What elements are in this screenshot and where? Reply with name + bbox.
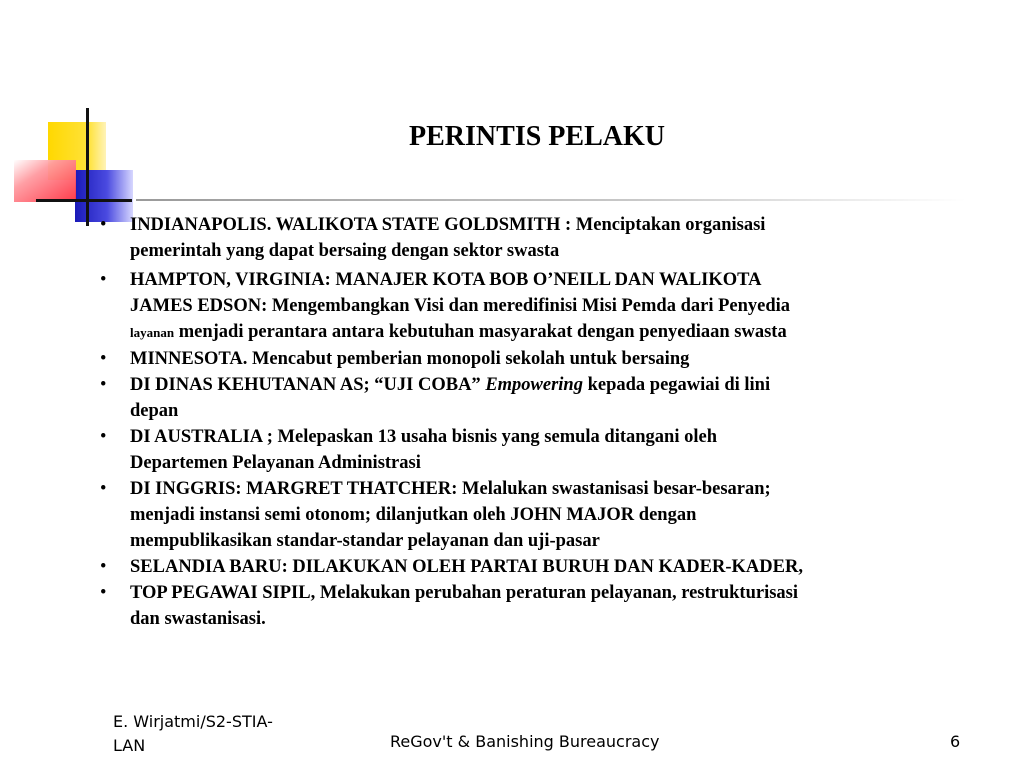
bullet-text: dan swastanisasi.	[130, 609, 266, 629]
bullet-text: depan	[130, 401, 179, 421]
bullet-text: Departemen Pelayanan Administrasi	[130, 453, 421, 473]
list-item	[98, 372, 978, 424]
bullet-text: SELANDIA BARU: DILAKUKAN OLEH PARTAI BURUH DAN KADER-KADER,	[130, 557, 803, 577]
bullet-text: INDIANAPOLIS. WALIKOTA STATE GOLDSMITH : Menciptakan organisasi	[130, 215, 766, 235]
bullet-text: JAMES EDSON: Mengembangkan Visi dan meredifinisi Misi Pemda dari Penyedia	[130, 296, 791, 316]
bullet-icon: •	[100, 427, 107, 447]
bullet-text: MINNESOTA. Mencabut pemberian monopoli sekolah untuk bersaing	[130, 349, 690, 369]
bullet-text: DI AUSTRALIA ; Melepaskan 13 usaha bisnis yang semula ditangani oleh	[130, 427, 718, 447]
bullet-text: menjadi instansi semi otonom; dilanjutkan oleh JOHN MAJOR dengan	[130, 505, 697, 525]
page-number: 6	[950, 732, 961, 751]
bullet-text: DI DINAS KEHUTANAN AS; “UJI COBA”	[130, 375, 486, 395]
list-item	[98, 580, 978, 632]
bullet-text: kepada pegawiai di lini	[582, 375, 771, 395]
red-square-shape	[14, 160, 76, 202]
bullet-icon: •	[100, 583, 107, 603]
footer-author	[113, 710, 313, 758]
bullet-icon: •	[100, 270, 107, 290]
footer-author-line: LAN	[113, 736, 146, 755]
bullet-text: HAMPTON, VIRGINIA: MANAJER KOTA BOB O’NEILL DAN WALIKOTA	[130, 270, 762, 290]
list-item	[98, 346, 978, 372]
bullet-icon: •	[100, 557, 107, 577]
bullet-list	[98, 212, 978, 632]
slide-title: PERINTIS PELAKU	[409, 121, 665, 152]
bullet-text-small: layanan	[130, 325, 175, 340]
decorative-logo-icon	[0, 0, 160, 240]
bullet-icon: •	[100, 375, 107, 395]
bullet-text: menjadi perantara antara kebutuhan masyarakat dengan penyediaan swasta	[174, 322, 787, 342]
footer-author-line: E. Wirjatmi/S2-STIA-	[113, 712, 273, 731]
footer-title: ReGov't & Banishing Bureaucracy	[390, 732, 660, 751]
list-item	[98, 476, 978, 554]
list-item	[98, 212, 978, 264]
bullet-text: pemerintah yang dapat bersaing dengan sektor swasta	[130, 241, 560, 261]
bullet-icon: •	[100, 349, 107, 369]
bullet-text: mempublikasikan standar-standar pelayanan dan uji-pasar	[130, 531, 600, 551]
list-item	[98, 424, 978, 476]
title-divider	[136, 199, 966, 201]
bullet-text: TOP PEGAWAI SIPIL, Melakukan perubahan peraturan pelayanan, restrukturisasi	[130, 583, 799, 603]
bullet-text-emphasis: Empowering	[485, 375, 583, 395]
list-item	[98, 267, 978, 346]
list-item	[98, 554, 978, 580]
horizontal-line-shape	[36, 199, 132, 202]
bullet-text: DI INGGRIS: MARGRET THATCHER: Melalukan swastanisasi besar-besaran;	[130, 479, 771, 499]
bullet-icon: •	[100, 215, 107, 235]
bullet-icon: •	[100, 479, 107, 499]
